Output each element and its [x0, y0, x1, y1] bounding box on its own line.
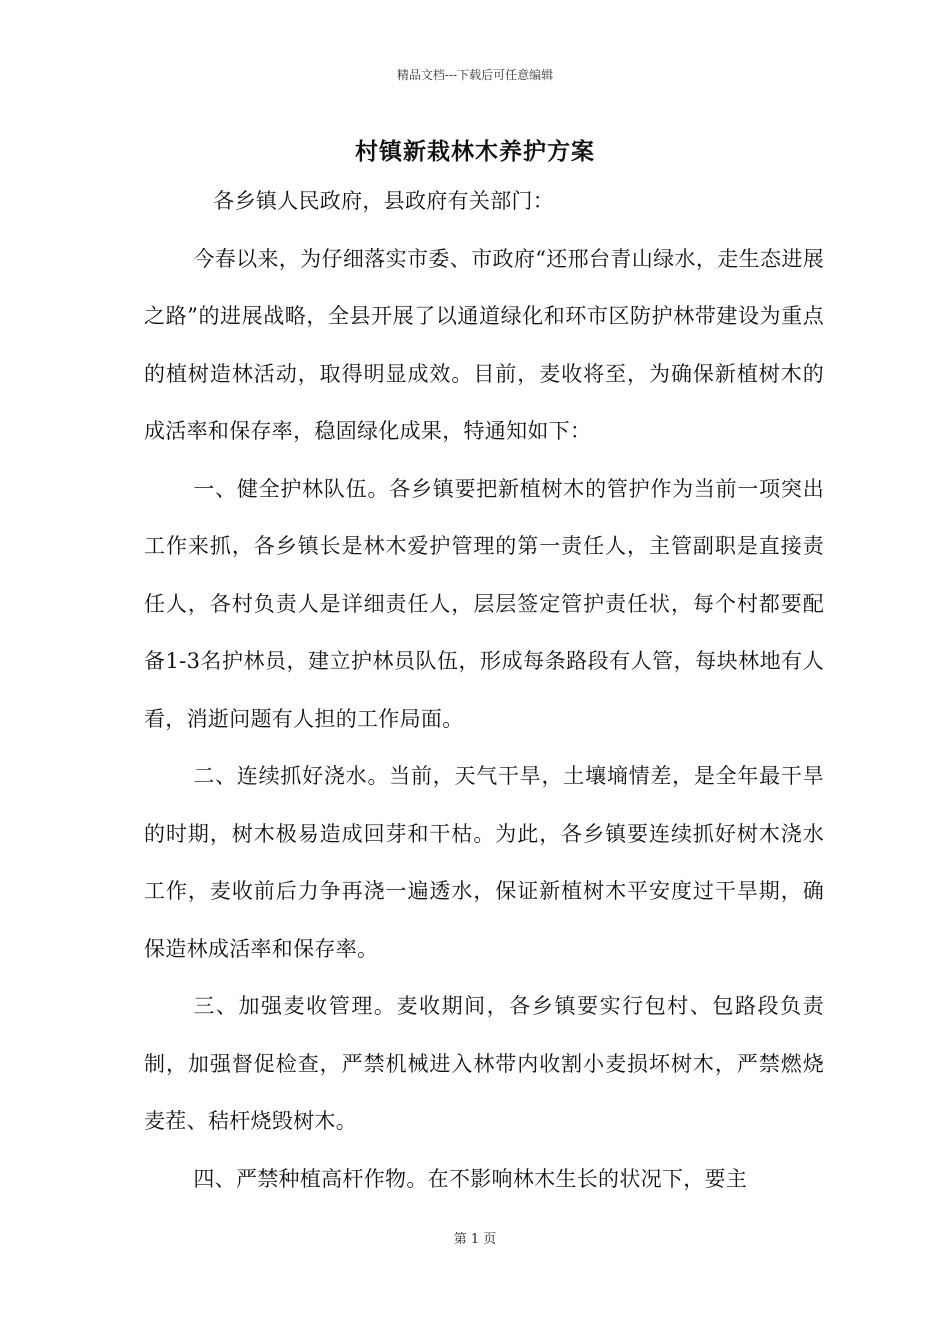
document-title: 村镇新栽林木养护方案 [355, 138, 595, 165]
paragraph-item-1: 一、健全护林队伍。各乡镇要把新植树木的管护作为当前一项突出工作来抓，各乡镇长是林木爱护管理的第一责任人，主管副职是直接责任人，各村负责人是详细责任人，层层签定管护责任状，每个村都要配备1-3名护林员，建立护林员队伍，形成每条路段有人管，每块林地有人看，消逝问题有人担的工作局面。 [144, 476, 824, 731]
paragraph-item-4: 四、严禁种植高杆作物。在不影响林木生长的状况下，要主 [193, 1166, 748, 1191]
salutation: 各乡镇人民政府，县政府有关部门： [213, 189, 555, 213]
paragraph-intro: 今春以来，为仔细落实市委、市政府“还邢台青山绿水，走生态进展之路”的进展战略，全县开展了以通道绿化和环市区防护林带建设为重点的植树造林活动，取得明显成效。目前，麦收将至，为确保新植树木的成活率和保存率，稳固绿化成果，特通知如下： [144, 246, 824, 443]
page-number: 第 1 页 [453, 1232, 497, 1247]
document-body [144, 173, 824, 1208]
header-note: 精品文档---下载后可任意编辑 [396, 68, 554, 82]
paragraph-item-3: 三、加强麦收管理。麦收期间，各乡镇要实行包村、包路段负责制，加强督促检查，严禁机械进入林带内收割小麦损坏树木，严禁燃烧麦茬、秸杆烧毁树木。 [144, 994, 824, 1133]
paragraph-item-2: 二、连续抓好浇水。当前，天气干旱，土壤墒情差，是全年最干旱的时期，树木极易造成回芽和干枯。为此，各乡镇要连续抓好树木浇水工作，麦收前后力争再浇一遍透水，保证新植树木平安度过干旱期，确保造林成活率和保存率。 [144, 764, 824, 961]
